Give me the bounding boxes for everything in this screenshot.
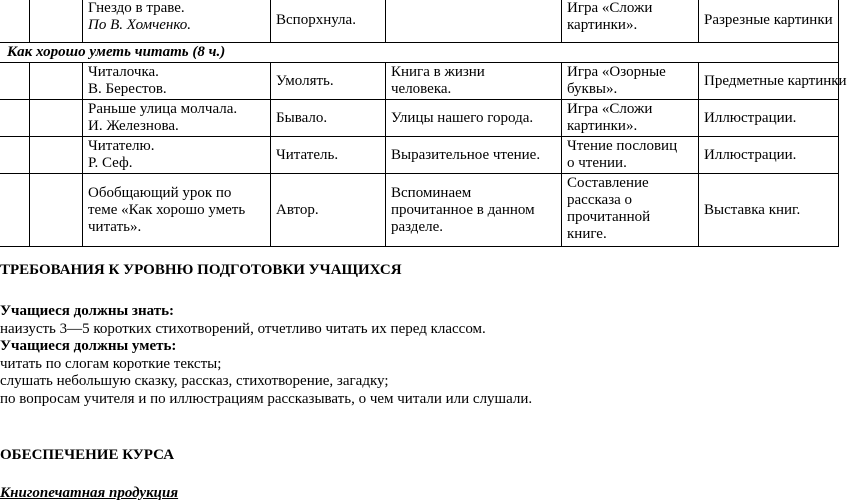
lesson-title: теме «Как хорошо уметь (88, 201, 246, 218)
activity-cell (562, 174, 699, 247)
lesson-title: Читателю. (88, 138, 155, 154)
activity-line: картинки». (567, 17, 638, 33)
know-item: наизусть 3—5 коротких стихотворений, отчетливо читать их перед классом. (0, 320, 486, 337)
can-item: читать по слогам короткие тексты; (0, 355, 222, 372)
lesson-cell (83, 63, 271, 100)
document-body (0, 262, 816, 503)
vocabulary-cell: Умолять. (271, 63, 386, 100)
table-row (0, 100, 839, 137)
lesson-author: В. Берестов. (88, 81, 167, 97)
topic-line: Вспоминаем (391, 184, 472, 201)
can-item: слушать небольшую сказку, рассказ, стихотворение, загадку; (0, 373, 389, 389)
activity-line: буквы». (567, 81, 618, 97)
date-cell (30, 174, 83, 247)
lesson-title: Раньше улица молчала. (88, 101, 238, 117)
course-subheading: Книгопечатная продукция (0, 485, 179, 501)
lesson-cell (83, 174, 271, 247)
materials-cell: Выставка книг. (699, 174, 839, 247)
activity-line: Составление (567, 175, 649, 191)
date-cell (30, 100, 83, 137)
topic-line: разделе. (391, 218, 443, 235)
activity-cell (562, 100, 699, 137)
lesson-title: Читалочка. (88, 64, 159, 80)
materials-cell: Разрезные картинки (699, 0, 839, 43)
date-cell (30, 0, 83, 43)
topic-line: Книга в жизни (391, 64, 485, 80)
section-title: Как хорошо уметь читать (8 ч.) (0, 43, 839, 63)
activity-line: Игра «Озорные (567, 64, 666, 80)
number-cell (0, 100, 30, 137)
lesson-author: И. Железнова. (88, 118, 179, 134)
lesson-title: Обобщающий урок по (88, 184, 232, 201)
activity-line: Чтение пословиц (567, 138, 678, 154)
section-row (0, 43, 839, 63)
materials-cell: Предметные картинки (699, 63, 839, 100)
table-row (0, 137, 839, 174)
topic-cell (386, 174, 562, 247)
lesson-cell (83, 100, 271, 137)
activity-line: Игра «Сложи (567, 101, 653, 117)
number-cell (0, 174, 30, 247)
table-row (0, 0, 839, 43)
know-heading: Учащиеся должны знать: (0, 303, 175, 319)
activity-cell (562, 137, 699, 174)
vocabulary-cell: Вспорхнула. (271, 0, 386, 43)
activity-line: о чтении. (567, 155, 627, 171)
activity-line: прочитанной (567, 209, 651, 225)
lesson-title: читать». (88, 218, 142, 235)
materials-cell: Иллюстрации. (699, 137, 839, 174)
number-cell (0, 63, 30, 100)
course-heading: ОБЕСПЕЧЕНИЕ КУРСА (0, 447, 175, 463)
activity-line: книге. (567, 226, 607, 242)
topic-cell: Улицы нашего города. (386, 100, 562, 137)
number-cell (0, 137, 30, 174)
lesson-author: Р. Сеф. (88, 155, 133, 171)
lesson-cell (83, 0, 271, 43)
lesson-author: По В. Хомченко. (88, 17, 192, 33)
topic-cell (386, 63, 562, 100)
materials-cell: Иллюстрации. (699, 100, 839, 137)
date-cell (30, 137, 83, 174)
vocabulary-cell: Бывало. (271, 100, 386, 137)
activity-cell (562, 63, 699, 100)
topic-cell (386, 0, 562, 43)
table-row (0, 174, 839, 247)
requirements-heading: ТРЕБОВАНИЯ К УРОВНЮ ПОДГОТОВКИ УЧАЩИХСЯ (0, 262, 402, 278)
can-heading: Учащиеся должны уметь: (0, 338, 177, 354)
date-cell (30, 63, 83, 100)
activity-cell (562, 0, 699, 43)
number-cell (0, 0, 30, 43)
activity-line: Игра «Сложи (567, 0, 653, 16)
table-row (0, 63, 839, 100)
vocabulary-cell: Автор. (271, 174, 386, 247)
lesson-plan-table (0, 0, 847, 247)
can-item: по вопросам учителя и по иллюстрациям рассказывать, о чем читали или слушали. (0, 390, 533, 407)
vocabulary-cell: Читатель. (271, 137, 386, 174)
topic-cell: Выразительное чтение. (386, 137, 562, 174)
lesson-title: Гнездо в траве. (88, 0, 185, 16)
activity-line: рассказа о (567, 192, 633, 208)
topic-line: прочитанное в данном (391, 201, 535, 218)
topic-line: человека. (391, 81, 452, 97)
lesson-cell (83, 137, 271, 174)
activity-line: картинки». (567, 118, 638, 134)
